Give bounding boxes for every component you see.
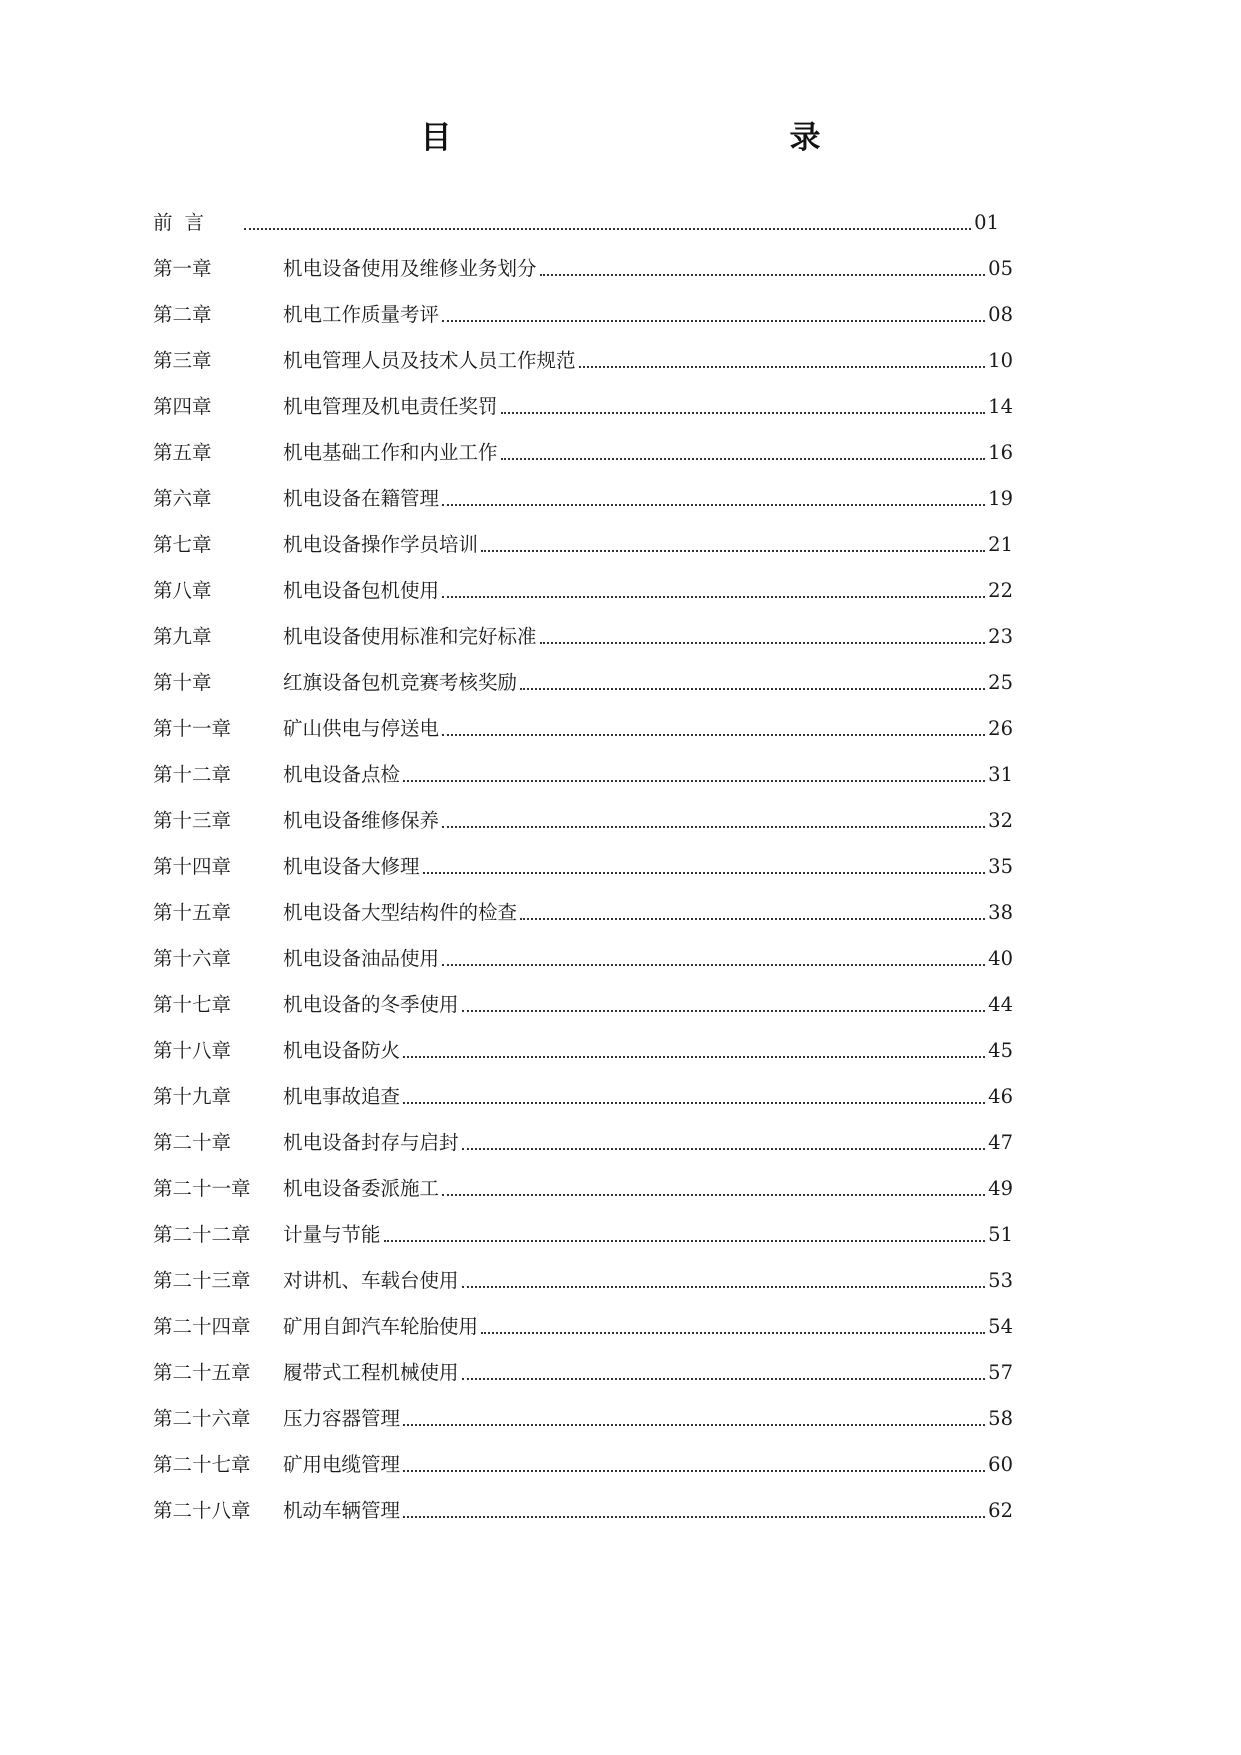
toc-page-number: 31 [988,763,1013,786]
toc-title: 机电设备包机使用 [283,579,440,602]
toc-row[interactable] [153,1130,1013,1176]
toc-page-number: 23 [988,625,1013,648]
dot-leader [462,1148,986,1150]
toc-title: 机电设备封存与启封 [283,1131,459,1154]
toc-row[interactable] [153,578,1013,624]
toc-chapter: 第二十五章 [153,1361,251,1384]
dot-leader [442,596,985,598]
toc-page-number: 38 [988,901,1013,924]
toc-row[interactable] [153,1176,1013,1222]
toc-chapter: 第十六章 [153,947,232,970]
dot-leader [462,1378,986,1380]
toc-page-number: 08 [988,303,1013,326]
dot-leader [384,1240,986,1242]
toc-row[interactable] [153,486,1013,532]
toc-chapter: 第十二章 [153,763,232,786]
toc-chapter: 第十四章 [153,855,232,878]
toc-title: 计量与节能 [283,1223,381,1246]
toc-page-number: 57 [988,1361,1013,1384]
toc-chapter: 第二章 [153,303,212,326]
page-title: 目 录 [420,120,913,156]
toc-chapter: 第十八章 [153,1039,232,1062]
toc-row[interactable] [153,1038,1013,1084]
toc-chapter: 第六章 [153,487,212,510]
table-of-contents [153,210,1013,1544]
toc-chapter: 第二十三章 [153,1269,251,1292]
toc-row[interactable] [153,992,1013,1038]
toc-row[interactable] [153,946,1013,992]
dot-leader [481,1332,985,1334]
toc-page-number: 14 [988,395,1013,418]
toc-row[interactable] [153,1452,1013,1498]
toc-chapter: 第九章 [153,625,212,648]
toc-page-number: 01 [974,211,999,234]
dot-leader [244,228,971,230]
toc-page-number: 25 [988,671,1013,694]
toc-title: 矿用电缆管理 [283,1453,401,1476]
toc-row[interactable] [153,1314,1013,1360]
toc-row[interactable] [153,532,1013,578]
toc-row[interactable] [153,1360,1013,1406]
toc-page-number: 53 [988,1269,1013,1292]
dot-leader [501,458,986,460]
toc-row[interactable] [153,1498,1013,1544]
toc-row[interactable] [153,716,1013,762]
dot-leader [403,780,985,782]
toc-row[interactable] [153,624,1013,670]
toc-page-number: 51 [988,1223,1013,1246]
toc-chapter: 第二十六章 [153,1407,251,1430]
toc-chapter: 第五章 [153,441,212,464]
toc-row-preface[interactable] [153,210,1013,256]
toc-title: 矿用自卸汽车轮胎使用 [283,1315,479,1338]
dot-leader [403,1516,985,1518]
dot-leader [403,1102,985,1104]
toc-title: 机电设备防火 [283,1039,401,1062]
toc-title: 机电设备的冬季使用 [283,993,459,1016]
toc-page-number: 32 [988,809,1013,832]
toc-title: 机电设备油品使用 [283,947,440,970]
dot-leader [540,274,986,276]
toc-chapter: 第十五章 [153,901,232,924]
toc-chapter: 第二十章 [153,1131,232,1154]
toc-row[interactable] [153,1268,1013,1314]
toc-chapter: 第八章 [153,579,212,602]
toc-chapter: 第四章 [153,395,212,418]
toc-chapter: 第二十一章 [153,1177,251,1200]
toc-row[interactable] [153,256,1013,302]
dot-leader [442,320,985,322]
toc-title: 机电设备使用标准和完好标准 [283,625,537,648]
toc-title: 机电设备在籍管理 [283,487,440,510]
toc-title: 履带式工程机械使用 [283,1361,459,1384]
dot-leader [442,504,985,506]
toc-page-number: 05 [988,257,1013,280]
toc-row[interactable] [153,1084,1013,1130]
toc-page-number: 10 [988,349,1013,372]
toc-title: 机电基础工作和内业工作 [283,441,498,464]
dot-leader [462,1010,986,1012]
toc-row[interactable] [153,302,1013,348]
dot-leader [423,872,986,874]
toc-chapter: 第二十四章 [153,1315,251,1338]
toc-title: 机电设备操作学员培训 [283,533,479,556]
toc-row[interactable] [153,808,1013,854]
toc-row[interactable] [153,762,1013,808]
toc-row[interactable] [153,440,1013,486]
toc-title: 机电设备点检 [283,763,401,786]
toc-title: 对讲机、车载台使用 [283,1269,459,1292]
dot-leader [462,1286,986,1288]
toc-row[interactable] [153,394,1013,440]
toc-page-number: 35 [988,855,1013,878]
dot-leader [403,1470,985,1472]
toc-chapter: 第一章 [153,257,212,280]
toc-page-number: 16 [988,441,1013,464]
toc-title: 压力容器管理 [283,1407,401,1430]
toc-chapter: 第三章 [153,349,212,372]
dot-leader [442,964,985,966]
toc-row[interactable] [153,1406,1013,1452]
dot-leader [579,366,986,368]
toc-page-number: 19 [988,487,1013,510]
toc-title: 机电设备委派施工 [283,1177,440,1200]
toc-chapter: 第十三章 [153,809,232,832]
toc-title: 矿山供电与停送电 [283,717,440,740]
toc-page-number: 46 [988,1085,1013,1108]
dot-leader [501,412,986,414]
toc-title: 机电设备大修理 [283,855,420,878]
toc-page-number: 62 [988,1499,1013,1522]
toc-page-number: 60 [988,1453,1013,1476]
dot-leader [403,1056,985,1058]
toc-title: 机电事故追查 [283,1085,401,1108]
toc-chapter: 第二十二章 [153,1223,251,1246]
dot-leader [481,550,985,552]
toc-page-number: 54 [988,1315,1013,1338]
toc-page-number: 47 [988,1131,1013,1154]
toc-title: 机电设备使用及维修业务划分 [283,257,537,280]
dot-leader [520,688,985,690]
toc-page-number: 40 [988,947,1013,970]
toc-page-number: 49 [988,1177,1013,1200]
dot-leader [442,1194,985,1196]
toc-page-number: 22 [988,579,1013,602]
dot-leader [442,826,985,828]
toc-title: 机电设备大型结构件的检查 [283,901,518,924]
dot-leader [540,642,986,644]
dot-leader [403,1424,985,1426]
toc-chapter: 第二十八章 [153,1499,251,1522]
toc-page-number: 21 [988,533,1013,556]
toc-row[interactable] [153,900,1013,946]
toc-chapter: 第七章 [153,533,212,556]
toc-page-number: 45 [988,1039,1013,1062]
toc-chapter: 第十九章 [153,1085,232,1108]
toc-title: 机电设备维修保养 [283,809,440,832]
toc-row[interactable] [153,854,1013,900]
toc-title: 红旗设备包机竞赛考核奖励 [283,671,518,694]
dot-leader [442,734,985,736]
toc-page-number: 26 [988,717,1013,740]
toc-chapter: 第十章 [153,671,212,694]
toc-title: 机电工作质量考评 [283,303,440,326]
toc-row[interactable] [153,348,1013,394]
dot-leader [520,918,985,920]
toc-title: 机电管理及机电责任奖罚 [283,395,498,418]
toc-page-number: 44 [988,993,1013,1016]
toc-title: 机动车辆管理 [283,1499,401,1522]
toc-chapter: 第十七章 [153,993,232,1016]
toc-row[interactable] [153,670,1013,716]
toc-chapter: 第二十七章 [153,1453,251,1476]
toc-title: 机电管理人员及技术人员工作规范 [283,349,576,372]
toc-page-number: 58 [988,1407,1013,1430]
toc-chapter: 前言 [153,211,217,234]
toc-chapter: 第十一章 [153,717,232,740]
toc-row[interactable] [153,1222,1013,1268]
